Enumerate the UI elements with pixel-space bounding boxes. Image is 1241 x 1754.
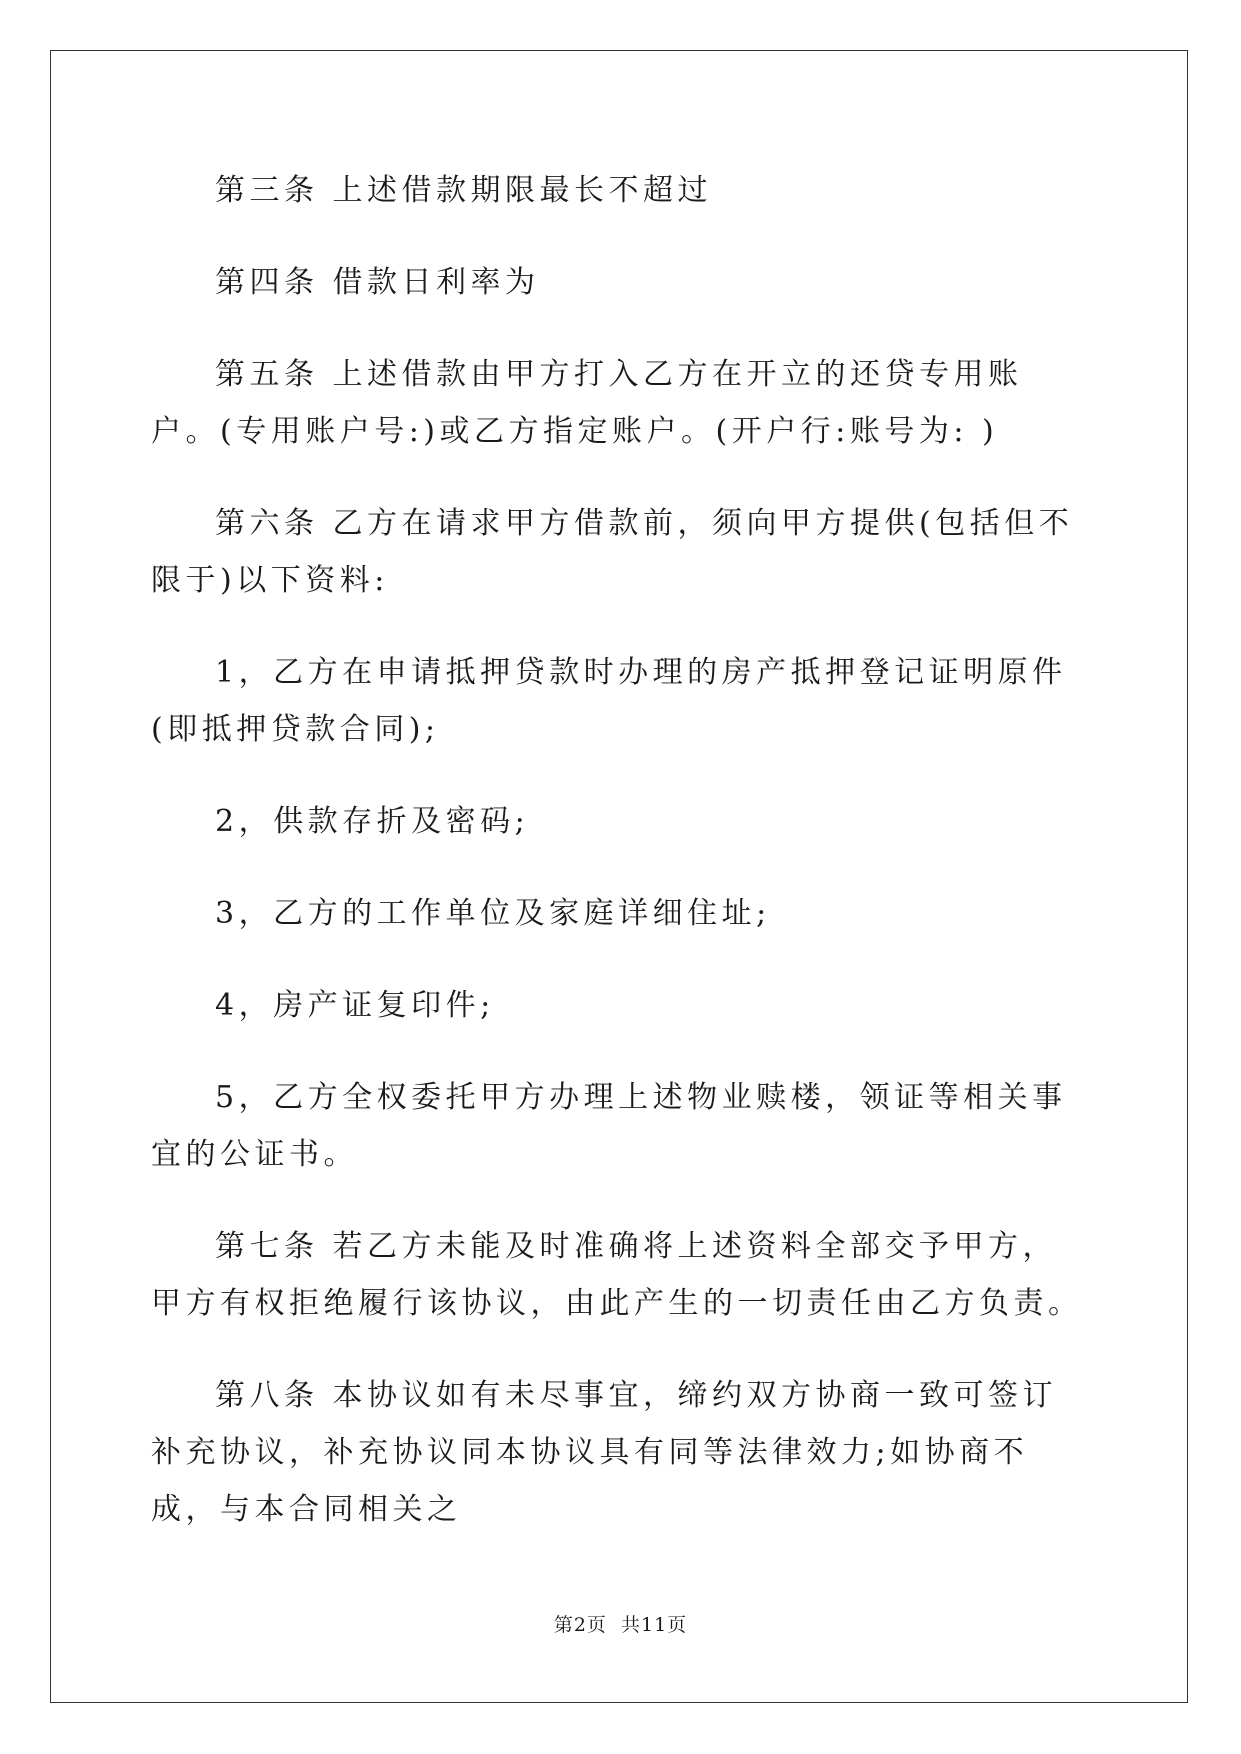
list-item-5: 5，乙方全权委托甲方办理上述物业赎楼，领证等相关事宜的公证书。 — [151, 1080, 1067, 1172]
list-item-4: 4，房产证复印件; — [215, 988, 495, 1023]
page-footer — [0, 1613, 1241, 1637]
document-body — [151, 162, 1091, 1573]
article-6: 第六条 乙方在请求甲方借款前，须向甲方提供(包括但不限于)以下资料: — [151, 506, 1074, 598]
article-4: 第四条 借款日利率为 — [215, 265, 540, 300]
list-item-1: 1，乙方在申请抵押贷款时办理的房产抵押登记证明原件(即抵押贷款合同); — [151, 655, 1067, 747]
article-7: 第七条 若乙方未能及时准确将上述资料全部交予甲方，甲方有权拒绝履行该协议，由此产生的一切责任由乙方负责。 — [151, 1229, 1083, 1321]
article-5: 第五条 上述借款由甲方打入乙方在开立的还贷专用账户。(专用账户号:)或乙方指定账户。(开户行:账号为: ) — [151, 357, 1023, 449]
page-number: 第2页 共11页 — [553, 1614, 688, 1636]
article-3: 第三条 上述借款期限最长不超过 — [215, 173, 713, 208]
list-item-2: 2，供款存折及密码; — [215, 804, 530, 839]
article-8: 第八条 本协议如有未尽事宜，缔约双方协商一致可签订补充协议，补充协议同本协议具有同等法律效力;如协商不成，与本合同相关之 — [151, 1378, 1058, 1527]
list-item-3: 3，乙方的工作单位及家庭详细住址; — [215, 896, 771, 931]
